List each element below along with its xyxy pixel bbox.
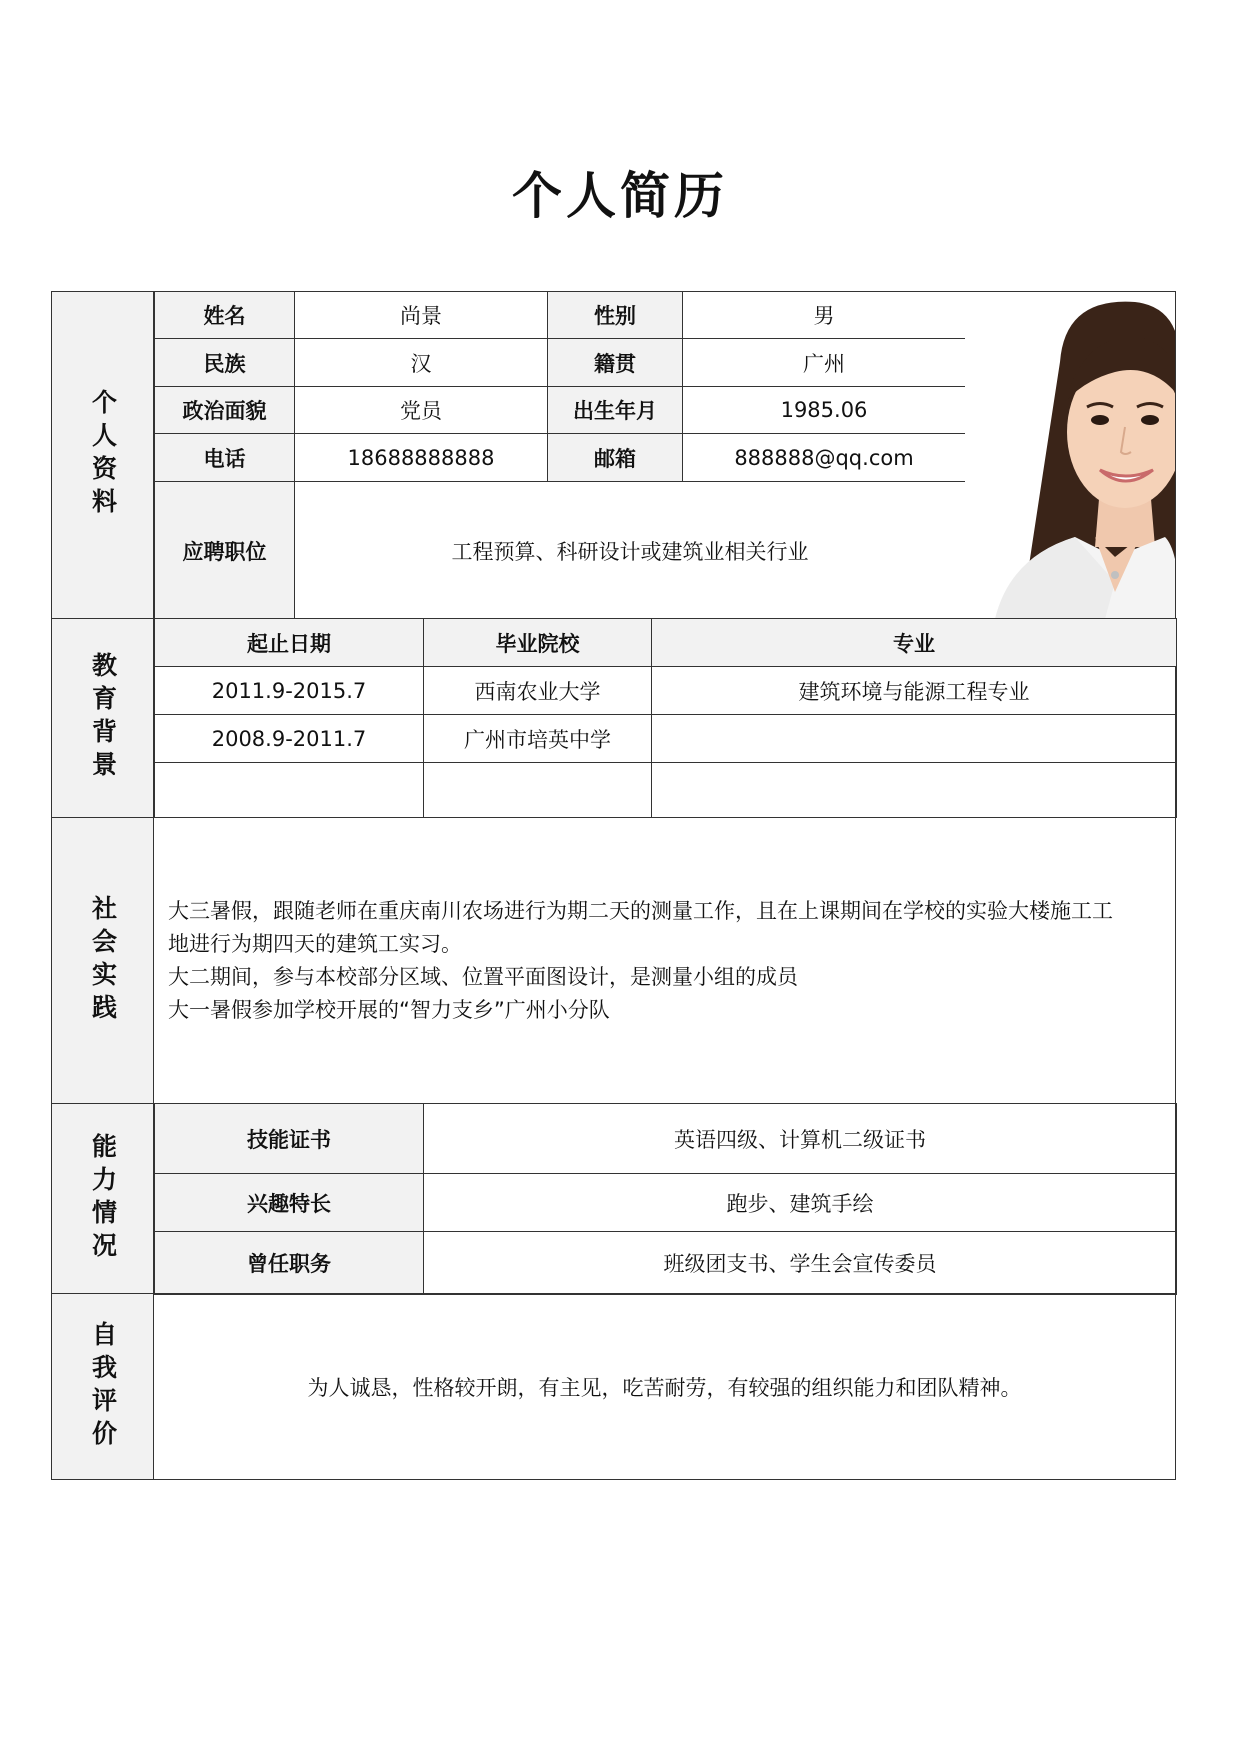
- education-table: [154, 618, 1177, 818]
- social-practice-label-cell: [52, 818, 154, 1103]
- political-status-label: 政治面貌: [155, 387, 295, 434]
- political-status-value: 党员: [295, 387, 548, 434]
- education-header-school: 毕业院校: [424, 619, 652, 667]
- skill-certificate-label: 技能证书: [155, 1104, 424, 1174]
- practice-line-4: 大一暑假参加学校开展的“智力支乡”广州小分队: [168, 997, 610, 1022]
- education-label-cell: [52, 619, 154, 817]
- former-positions-label: 曾任职务: [155, 1232, 424, 1295]
- education-row-3-school: [424, 763, 652, 818]
- hometown-value: 广州: [683, 339, 966, 387]
- personal-info-label: 个人资料: [88, 389, 118, 521]
- name-label: 姓名: [155, 292, 295, 339]
- email-label: 邮箱: [548, 434, 683, 482]
- ability-label: 能力情况: [88, 1132, 118, 1265]
- education-row-2-school: 广州市培英中学: [424, 715, 652, 763]
- email-value: 888888@qq.com: [683, 434, 966, 482]
- practice-line-1: 大三暑假，跟随老师在重庆南川农场进行为期二天的测量工作，且在上课期间在学校的实验大楼施工工: [168, 898, 1113, 923]
- self-evaluation-label: 自我评价: [88, 1320, 118, 1453]
- education-header-major: 专业: [652, 619, 1177, 667]
- personal-info-table: [154, 291, 966, 620]
- interests-value: 跑步、建筑手绘: [424, 1174, 1177, 1232]
- education-row-3-dates: [155, 763, 424, 818]
- phone-value: 18688888888: [295, 434, 548, 482]
- name-value: 尚景: [295, 292, 548, 339]
- birth-date-value: 1985.06: [683, 387, 966, 434]
- practice-line-3: 大二期间，参与本校部分区域、位置平面图设计，是测量小组的成员: [168, 964, 798, 989]
- social-practice-content: [154, 818, 1175, 1103]
- ability-section: [51, 1103, 1176, 1294]
- education-row-2-major: [652, 715, 1177, 763]
- interests-label: 兴趣特长: [155, 1174, 424, 1232]
- education-label: 教育背景: [88, 652, 118, 784]
- birth-date-label: 出生年月: [548, 387, 683, 434]
- ethnicity-label: 民族: [155, 339, 295, 387]
- self-evaluation-section: [51, 1293, 1176, 1480]
- education-row-1-major: 建筑环境与能源工程专业: [652, 667, 1177, 715]
- job-position-label: 应聘职位: [155, 482, 295, 620]
- education-row-3-major: [652, 763, 1177, 818]
- education-row-2-dates: 2008.9-2011.7: [155, 715, 424, 763]
- ability-label-cell: [52, 1104, 154, 1293]
- skill-certificate-value: 英语四级、计算机二级证书: [424, 1104, 1177, 1174]
- self-evaluation-label-cell: [52, 1294, 154, 1479]
- personal-info-section: [51, 291, 1176, 619]
- gender-label: 性别: [548, 292, 683, 339]
- social-practice-section: [51, 817, 1176, 1104]
- personal-info-label-cell: [52, 292, 154, 618]
- self-evaluation-text: 为人诚恳，性格较开朗，有主见，吃苦耐劳，有较强的组织能力和团队精神。: [307, 1375, 1022, 1400]
- ability-table: [154, 1103, 1177, 1295]
- ethnicity-value: 汉: [295, 339, 548, 387]
- job-position-value: 工程预算、科研设计或建筑业相关行业: [295, 482, 966, 620]
- page-title: 个人简历: [512, 166, 728, 225]
- education-header-dates: 起止日期: [155, 619, 424, 667]
- profile-photo-image: [965, 292, 1175, 619]
- social-practice-label: 社会实践: [88, 894, 118, 1027]
- profile-photo: [965, 292, 1175, 619]
- gender-value: 男: [683, 292, 966, 339]
- hometown-label: 籍贯: [548, 339, 683, 387]
- practice-line-2: 地进行为期四天的建筑工实习。: [168, 931, 462, 956]
- phone-label: 电话: [155, 434, 295, 482]
- education-section: [51, 618, 1176, 818]
- former-positions-value: 班级团支书、学生会宣传委员: [424, 1232, 1177, 1295]
- education-row-1-school: 西南农业大学: [424, 667, 652, 715]
- education-row-1-dates: 2011.9-2015.7: [155, 667, 424, 715]
